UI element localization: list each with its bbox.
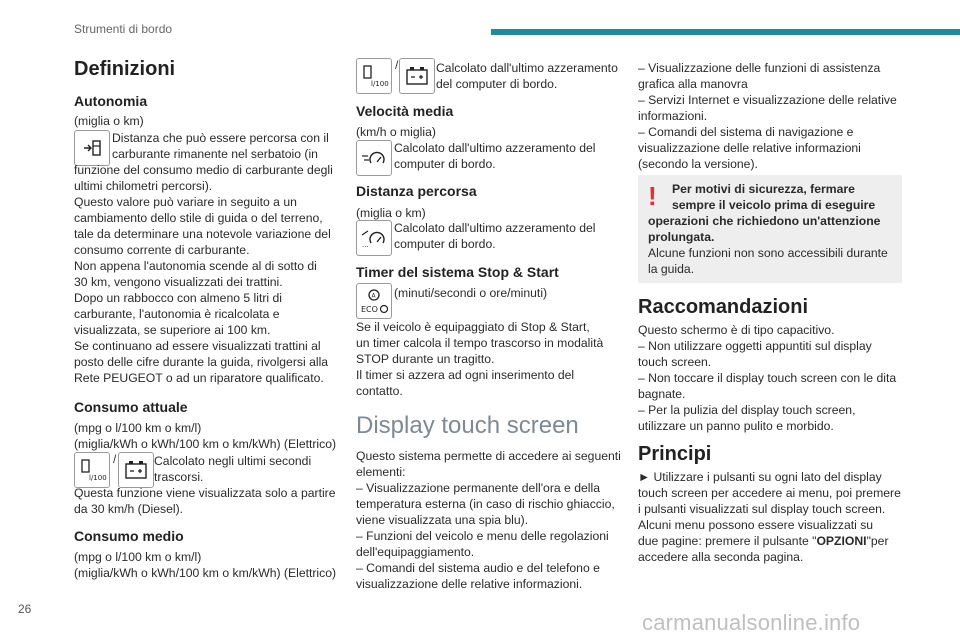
display-line: (secondo la versione).: [638, 157, 758, 171]
timer-line: STOP durante un tragitto.: [356, 352, 495, 366]
autonomia-line: tale da determinare una notevole variazione del: [74, 227, 331, 241]
display-line: elementi:: [356, 465, 406, 479]
display-line: temperatura esterna (in caso di rischio ghiaccio,: [356, 497, 615, 511]
consumo-attuale-heading: Consumo attuale: [74, 399, 188, 415]
principi-line: accedere alla seconda pagina.: [638, 550, 804, 564]
display-line: grafica alla manovra: [638, 77, 748, 91]
principi-line: Alcuni menu possono essere visualizzati su: [638, 518, 874, 532]
consumo-medio-desc: del computer di bordo.: [436, 77, 558, 91]
velocita-heading: Velocità media: [356, 103, 454, 119]
display-touch-title: Display touch screen: [356, 412, 579, 439]
display-line: – Comandi del sistema di navigazione e: [638, 125, 854, 139]
timer-line: un timer calcola il tempo trascorso in modalità: [356, 336, 604, 350]
warning-text: Per motivi di sicurezza, fermare: [672, 182, 855, 196]
slash-separator: /: [395, 58, 399, 72]
distanza-unit: (miglia o km): [356, 206, 426, 220]
warning-exclamation-icon: !: [648, 181, 657, 211]
consumo-attuale-note: Questa funzione viene visualizzata solo a partire: [74, 486, 336, 500]
svg-text:...: ...: [362, 241, 369, 249]
slash-separator: /: [113, 452, 117, 466]
autonomia-heading: Autonomia: [74, 93, 148, 109]
speedometer-icon: [356, 140, 392, 176]
autonomia-line: 30 km, vengono visualizzati dei trattini.: [74, 275, 283, 289]
autonomia-line: funzione del consumo medio di carburante degli: [74, 163, 333, 177]
raccomandazioni-line: bagnate.: [638, 387, 686, 401]
fuel-consumption-icon: [74, 452, 110, 488]
consumo-medio-unit: (miglia/kWh o kWh/100 km o km/kWh) (Elettrico): [74, 566, 337, 580]
warning-text: operazioni che richiedono un'attenzione: [648, 214, 881, 228]
running-header: Strumenti di bordo: [74, 22, 173, 36]
warning-text: sempre il veicolo prima di eseguire: [672, 198, 876, 212]
svg-text:ECO: ECO: [361, 305, 378, 314]
fuel-consumption-icon: [356, 58, 392, 94]
display-line: – Servizi Internet e visualizzazione delle relative: [638, 93, 897, 107]
raccomandazioni-line: touch screen.: [638, 355, 712, 369]
watermark: carmanualsonline.info: [642, 610, 861, 635]
svg-text:l/100: l/100: [89, 474, 107, 482]
autonomia-line: Distanza che può essere percorsa con il: [112, 131, 329, 145]
raccomandazioni-title: Raccomandazioni: [638, 296, 809, 318]
autonomia-line: cambiamento dello stile di guida o del terreno,: [74, 211, 323, 225]
autonomia-line: Non appena l'autonomia scende al di sotto di: [74, 259, 317, 273]
autonomia-unit: (miglia o km): [74, 114, 144, 128]
consumo-attuale-desc: trascorsi.: [154, 470, 204, 484]
distanza-desc: computer di bordo.: [394, 237, 496, 251]
raccomandazioni-line: – Per la pulizia del display touch screen,: [638, 403, 856, 417]
autonomia-line: ultimi chilometri percorsi).: [74, 179, 213, 193]
battery-consumption-icon: [118, 452, 154, 488]
display-line: Questo sistema permette di accedere ai seguenti: [356, 449, 621, 463]
warning-text: la guida.: [648, 262, 695, 276]
svg-text:A: A: [371, 292, 376, 300]
timer-line: Il timer si azzera ad ogni inserimento del: [356, 368, 575, 382]
timer-unit: (minuti/secondi o ore/minuti): [394, 286, 548, 300]
consumo-attuale-unit: (mpg o l/100 km o km/l): [74, 421, 202, 435]
display-line: – Comandi del sistema audio e del telefono e: [356, 561, 600, 575]
distance-icon: [356, 220, 392, 256]
display-line: informazioni.: [638, 109, 708, 123]
principi-line: i pulsanti visualizzati sul display touch screen.: [638, 502, 886, 516]
principi-line: touch screen per accedere ai menu, poi premere: [638, 486, 901, 500]
principi-line: due pagine: premere il pulsante "OPZIONI"per: [638, 534, 889, 548]
page-number: 26: [18, 602, 32, 616]
raccomandazioni-line: – Non toccare il display touch screen con le dita: [638, 371, 897, 385]
timer-heading: Timer del sistema Stop & Start: [356, 264, 559, 280]
display-line: – Funzioni del veicolo e menu delle regolazioni: [356, 529, 609, 543]
consumo-attuale-unit: (miglia/kWh o kWh/100 km o km/kWh) (Elettrico): [74, 437, 337, 451]
consumo-medio-desc: Calcolato dall'ultimo azzeramento: [436, 61, 618, 75]
principi-title: Principi: [638, 443, 712, 465]
autonomia-line: Questo valore può variare in seguito a un: [74, 195, 297, 209]
autonomia-line: consumo corrente di carburante.: [74, 243, 250, 257]
timer-line: contatto.: [356, 384, 403, 398]
distanza-heading: Distanza percorsa: [356, 183, 477, 199]
svg-text:l/100: l/100: [371, 80, 389, 88]
display-line: – Visualizzazione delle funzioni di assistenza: [638, 61, 881, 75]
autonomia-line: Rete PEUGEOT o ad un riparatore qualificato.: [74, 371, 324, 385]
velocita-unit: (km/h o miglia): [356, 125, 436, 139]
warning-text: prolungata.: [648, 230, 715, 244]
battery-consumption-icon: [399, 58, 435, 94]
page-title: Definizioni: [74, 58, 176, 80]
autonomia-line: carburante, l'autonomia è ricalcolata e: [74, 307, 280, 321]
warning-text: Alcune funzioni non sono accessibili durante: [648, 246, 888, 260]
stop-start-eco-icon: [356, 283, 392, 319]
autonomia-line: Dopo un rabbocco con almeno 5 litri di: [74, 291, 282, 305]
raccomandazioni-line: Questo schermo è di tipo capacitivo.: [638, 323, 835, 337]
principi-line: ► Utilizzare i pulsanti su ogni lato del display: [638, 470, 882, 484]
display-line: visualizzazione delle relative informazioni.: [356, 577, 583, 591]
display-line: dell'equipaggiamento.: [356, 545, 475, 559]
distanza-desc: Calcolato dall'ultimo azzeramento del: [394, 221, 596, 235]
autonomia-line: visualizzata, se superiore ai 100 km.: [74, 323, 271, 337]
raccomandazioni-line: utilizzare un panno pulito e morbido.: [638, 419, 834, 433]
consumo-medio-heading: Consumo medio: [74, 528, 184, 544]
velocita-desc: computer di bordo.: [394, 157, 496, 171]
consumo-attuale-desc: Calcolato negli ultimi secondi: [154, 454, 312, 468]
range-fuel-icon: [74, 130, 110, 166]
timer-line: Se il veicolo è equipaggiato di Stop & Start,: [356, 320, 590, 334]
autonomia-line: posto delle cifre durante la guida, rivolgersi alla: [74, 355, 329, 369]
autonomia-line: carburante rimanente nel serbatoio (in: [112, 147, 318, 161]
consumo-attuale-note: da 30 km/h (Diesel).: [74, 502, 184, 516]
autonomia-line: Se continuano ad essere visualizzati trattini al: [74, 339, 321, 353]
display-line: visualizzazione delle relative informazioni: [638, 141, 861, 155]
header-accent-bar: [491, 29, 960, 35]
velocita-desc: Calcolato dall'ultimo azzeramento del: [394, 141, 596, 155]
raccomandazioni-line: – Non utilizzare oggetti appuntiti sul display: [638, 339, 872, 353]
display-line: viene visualizzata una spia blu).: [356, 513, 529, 527]
display-line: – Visualizzazione permanente dell'ora e della: [356, 481, 600, 495]
consumo-medio-unit: (mpg o l/100 km o km/l): [74, 550, 202, 564]
